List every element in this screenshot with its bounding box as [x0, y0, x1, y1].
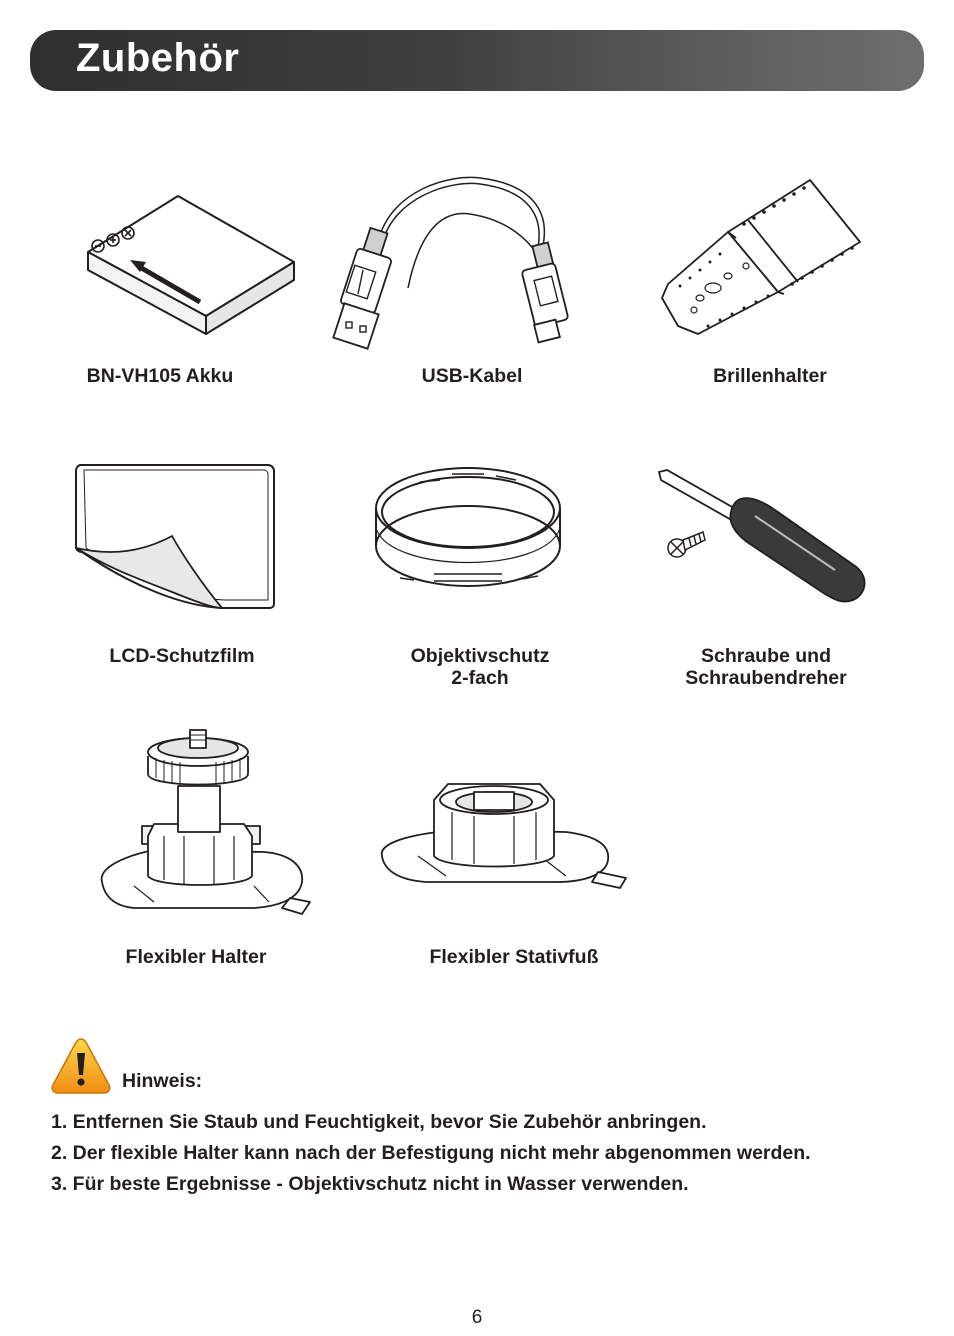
warning-icon	[50, 1037, 112, 1095]
note-list	[51, 1107, 811, 1200]
page-number: 6	[471, 1307, 483, 1328]
lcd-film-icon	[72, 462, 278, 612]
glasses-mount-icon	[658, 176, 866, 340]
accessory-label: Brillenhalter	[713, 365, 827, 387]
page-title: Zubehör	[76, 36, 240, 80]
accessory-label: LCD-Schutzfilm	[109, 645, 255, 667]
lens-protector-icon	[370, 462, 566, 592]
accessory-label: Flexibler Halter	[125, 946, 267, 968]
battery-icon	[80, 190, 305, 340]
accessory-label	[656, 645, 876, 689]
accessory-label-line: Schraube und	[700, 645, 832, 667]
usb-cable-icon	[330, 170, 590, 355]
tripod-adapter-icon	[376, 778, 630, 890]
note-item: 1. Entfernen Sie Staub und Feuchtigkeit, bevor Sie Zubehör anbringen.	[51, 1111, 707, 1133]
accessory-label: Flexibler Stativfuß	[429, 946, 599, 968]
accessory-label-line: Objektivschutz	[410, 645, 550, 667]
note-title: Hinweis:	[122, 1070, 203, 1092]
note-item: 3. Für beste Ergebnisse - Objektivschutz nicht in Wasser verwenden.	[51, 1173, 689, 1195]
screwdriver-icon	[655, 466, 875, 606]
flexible-mount-icon	[94, 726, 316, 916]
accessory-label-line: 2-fach	[451, 667, 509, 689]
accessory-label: USB-Kabel	[421, 365, 523, 387]
accessory-label-line: Schraubendreher	[685, 667, 847, 689]
section-header	[30, 30, 924, 91]
accessory-label: BN-VH105 Akku	[86, 365, 234, 387]
note-item: 2. Der flexible Halter kann nach der Befestigung nicht mehr abgenommen werden.	[51, 1142, 811, 1164]
accessory-label	[370, 645, 590, 689]
